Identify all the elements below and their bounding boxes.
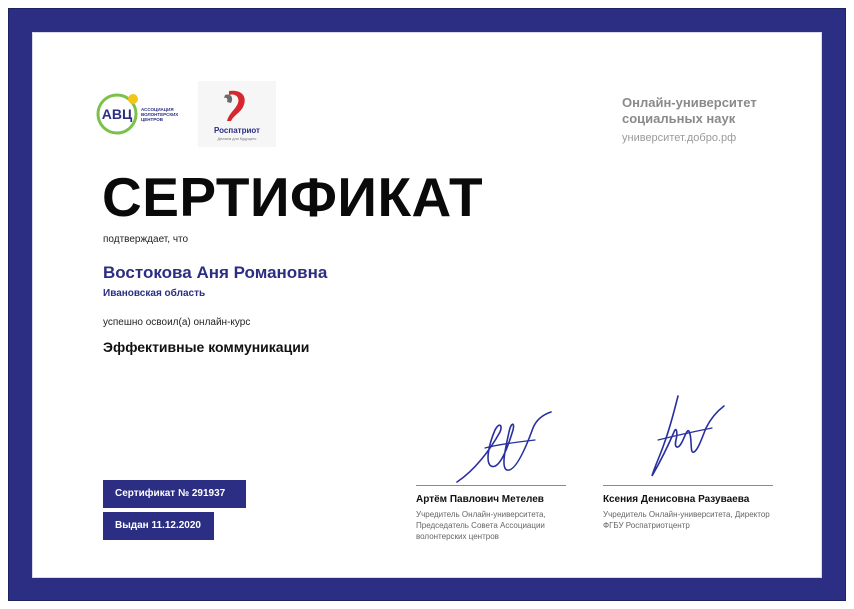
rospatriot-logo-text: Роспатриот xyxy=(214,126,260,135)
signer-1-name: Артём Павлович Метелев xyxy=(416,494,544,505)
certificate-title: СЕРТИФИКАТ xyxy=(102,166,484,228)
recipient-name: Востокова Аня Романовна xyxy=(103,263,328,282)
issue-date-badge: Выдан 11.12.2020 xyxy=(103,512,214,540)
svg-text:ЦЕНТРОВ: ЦЕНТРОВ xyxy=(141,117,163,122)
university-url: университет.добро.рф xyxy=(622,132,737,144)
rospatriot-logo xyxy=(198,81,276,147)
certificate-number-badge: Сертификат № 291937 xyxy=(103,480,246,508)
signer-2-role: Учредитель Онлайн-университета, Директор ФГБУ Роспатриотцентр xyxy=(603,510,770,530)
signature-1 xyxy=(455,410,555,485)
signer-1-role: Учредитель Онлайн-университета, Председатель Совета Ассоциации волонтерских центров xyxy=(416,510,546,541)
recipient-region: Ивановская область xyxy=(103,288,206,299)
signature-line-1 xyxy=(416,485,566,486)
svg-text:Делаем для будущего: Делаем для будущего xyxy=(217,137,257,141)
avc-logo-text: АВЦ xyxy=(101,106,133,122)
course-name: Эффективные коммуникации xyxy=(103,339,310,355)
signature-line-2 xyxy=(603,485,773,486)
completed-text: успешно освоил(а) онлайн-курс xyxy=(103,317,251,328)
signature-2 xyxy=(640,392,730,482)
university-title: Онлайн-университет социальных наук xyxy=(622,95,757,126)
confirms-text: подтверждает, что xyxy=(103,234,189,245)
signer-2-name: Ксения Денисовна Разуваева xyxy=(603,494,750,505)
avc-logo xyxy=(95,90,185,138)
svg-text:ВОЛОНТЕРСКИХ: ВОЛОНТЕРСКИХ xyxy=(141,112,179,117)
svg-text:АССОЦИАЦИЯ: АССОЦИАЦИЯ xyxy=(141,107,174,112)
